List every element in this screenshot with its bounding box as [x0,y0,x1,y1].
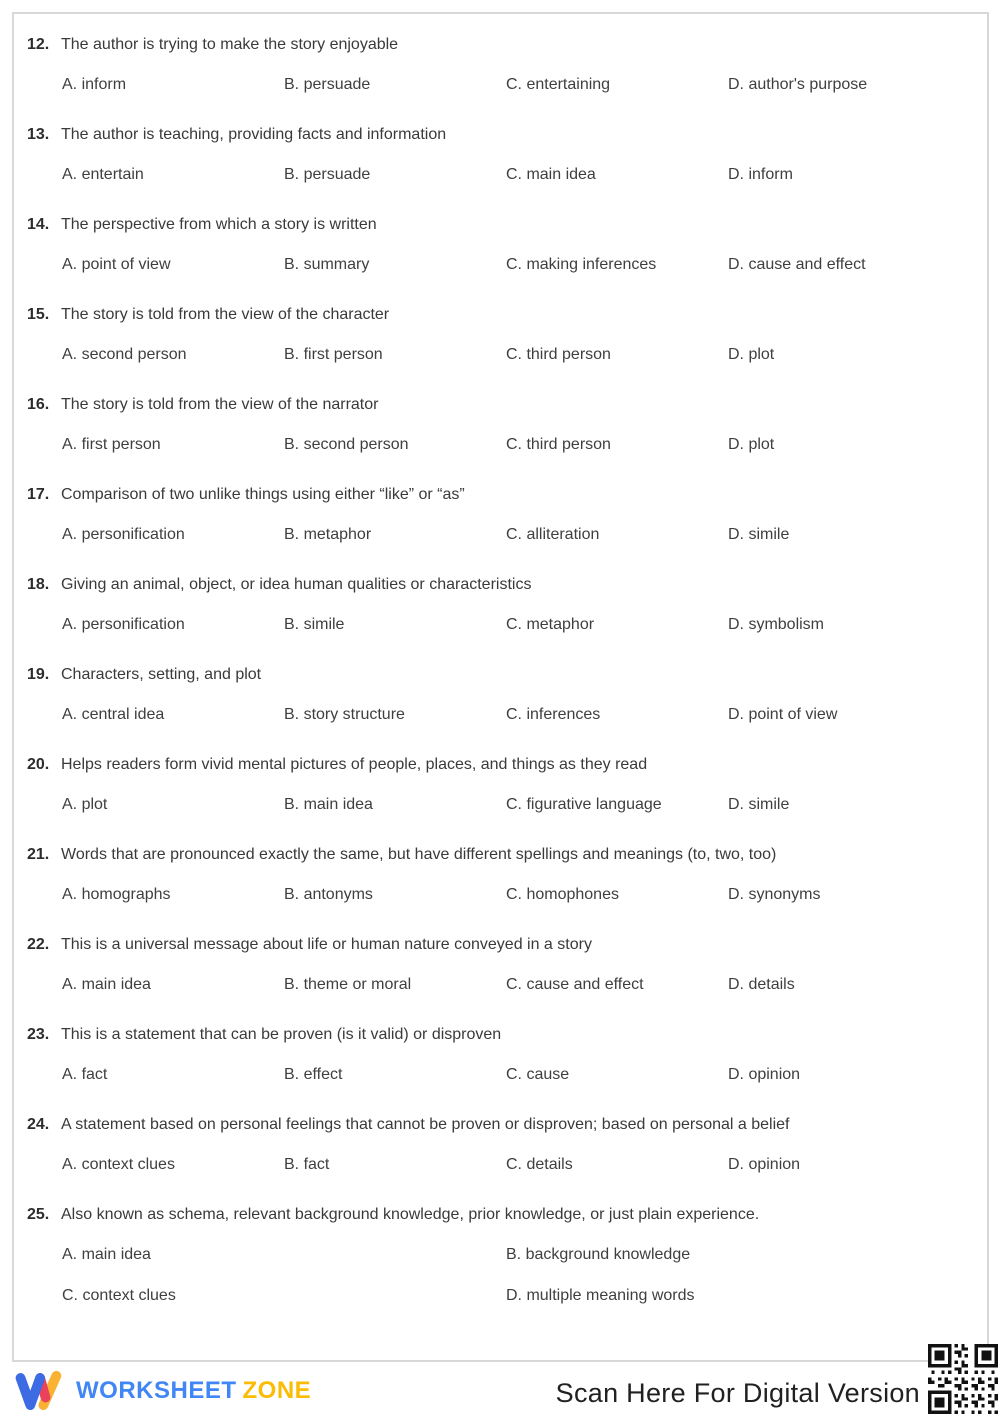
question-block [27,664,971,726]
qr-code [928,1344,998,1414]
answer-option: C. figurative language [506,796,662,813]
question-options [62,884,971,906]
quiz [12,12,989,1335]
answer-option: A. personification [62,526,185,543]
answer-option: B. main idea [284,796,373,813]
answer-option: A. context clues [62,1156,175,1173]
question-block [27,304,971,366]
answer-option: D. plot [728,346,775,363]
question-block [27,124,971,186]
question-text: Characters, setting, and plot [61,666,262,683]
question-block [27,214,971,276]
question-line [27,34,971,56]
question-line [27,394,971,416]
answer-option: B. effect [284,1066,343,1083]
question-options [62,704,971,726]
answer-option: C. third person [506,346,611,363]
question-number: 21. [27,846,50,863]
question-line [27,754,971,776]
question-options [62,794,971,816]
question-line [27,844,971,866]
question-block [27,1114,971,1176]
question-text: Words that are pronounced exactly the same, but have different spellings and meanings (to, two, too) [61,846,777,863]
question-line [27,934,971,956]
answer-option: B. first person [284,346,383,363]
question-text: The story is told from the view of the character [61,306,390,323]
question-options [62,254,971,276]
answer-option: C. details [506,1156,573,1173]
question-options [62,344,971,366]
answer-option: A. personification [62,616,185,633]
question-line [27,214,971,236]
answer-option: D. author's purpose [728,76,868,93]
question-options [62,1064,971,1086]
logo-worksheet: WORKSHEET [76,1377,237,1404]
answer-option: D. multiple meaning words [506,1287,695,1304]
answer-option: D. point of view [728,706,838,723]
answer-option: D. cause and effect [728,256,866,273]
question-options [62,1154,971,1176]
question-line [27,1114,971,1136]
question-number: 22. [27,936,50,953]
worksheetzone-logo [14,1367,311,1415]
question-text: The author is teaching, providing facts and information [61,126,447,143]
answer-option: D. details [728,976,795,993]
answer-option: C. cause and effect [506,976,644,993]
question-number: 25. [27,1206,50,1223]
question-line [27,484,971,506]
question-text: Also known as schema, relevant background knowledge, prior knowledge, or just plain experience. [61,1206,760,1223]
question-block [27,844,971,906]
question-number: 23. [27,1026,50,1043]
question-line [27,664,971,686]
question-line [27,1024,971,1046]
answer-option: B. story structure [284,706,405,723]
question-text: The perspective from which a story is written [61,216,377,233]
answer-option: C. alliteration [506,526,600,543]
question-block [27,394,971,456]
answer-option: B. simile [284,616,345,633]
question-options [62,974,971,996]
answer-option: B. antonyms [284,886,373,903]
question-block [27,34,971,96]
answer-option: D. opinion [728,1156,801,1173]
question-options [62,614,971,636]
answer-option: B. background knowledge [506,1246,691,1263]
question-number: 24. [27,1116,50,1133]
answer-option: A. homographs [62,886,171,903]
answer-option: D. inform [728,166,793,183]
question-block [27,754,971,816]
question-text: Comparison of two unlike things using either “like” or “as” [61,486,465,503]
question-number: 17. [27,486,50,503]
answer-option: A. main idea [62,1246,151,1263]
logo-zone: ZONE [242,1377,312,1404]
question-number: 13. [27,126,50,143]
question-number: 20. [27,756,50,773]
question-line [27,1204,971,1226]
answer-option: B. persuade [284,166,371,183]
answer-option: D. symbolism [728,616,825,633]
answer-option: D. opinion [728,1066,801,1083]
question-options [62,74,971,96]
question-text: The author is trying to make the story enjoyable [61,36,399,53]
answer-option: C. metaphor [506,616,595,633]
question-line [27,574,971,596]
question-line [27,304,971,326]
question-block [27,1204,971,1307]
question-options [62,164,971,186]
question-number: 19. [27,666,50,683]
answer-option: A. second person [62,346,187,363]
answer-option: A. entertain [62,166,144,183]
question-text: A statement based on personal feelings that cannot be proven or disproven; based on personal a belief [61,1116,790,1133]
question-options [62,1244,971,1307]
question-text: This is a statement that can be proven (is it valid) or disproven [61,1026,502,1043]
scan-here-text: Scan Here For Digital Version [555,1378,920,1408]
answer-option: B. summary [284,256,370,273]
question-text: The story is told from the view of the narrator [61,396,379,413]
answer-option: C. context clues [62,1287,176,1304]
answer-option: A. fact [62,1066,108,1083]
answer-option: A. first person [62,436,161,453]
answer-option: B. theme or moral [284,976,412,993]
answer-option: C. inferences [506,706,601,723]
answer-option: A. main idea [62,976,151,993]
answer-option: B. metaphor [284,526,372,543]
answer-option: C. making inferences [506,256,657,273]
answer-option: A. inform [62,76,127,93]
question-line [27,124,971,146]
question-number: 14. [27,216,50,233]
question-number: 18. [27,576,50,593]
answer-option: A. central idea [62,706,165,723]
answer-option: B. second person [284,436,409,453]
question-number: 15. [27,306,50,323]
answer-option: C. cause [506,1066,570,1083]
answer-option: B. persuade [284,76,371,93]
answer-option: A. point of view [62,256,171,273]
question-text: Helps readers form vivid mental pictures of people, places, and things as they read [61,756,648,773]
answer-option: C. third person [506,436,611,453]
question-block [27,484,971,546]
question-text: This is a universal message about life or human nature conveyed in a story [61,936,592,953]
answer-option: D. simile [728,796,790,813]
question-block [27,934,971,996]
question-number: 16. [27,396,50,413]
worksheetzone-logo-text [76,1377,311,1405]
question-options [62,434,971,456]
answer-option: B. fact [284,1156,330,1173]
answer-option: C. main idea [506,166,596,183]
question-block [27,1024,971,1086]
answer-option: D. plot [728,436,775,453]
answer-option: D. synonyms [728,886,821,903]
question-options [62,524,971,546]
question-number: 12. [27,36,50,53]
worksheetzone-logo-icon [14,1367,64,1415]
answer-option: D. simile [728,526,790,543]
answer-option: A. plot [62,796,108,813]
answer-option: C. homophones [506,886,619,903]
question-text: Giving an animal, object, or idea human qualities or characteristics [61,576,532,593]
question-block [27,574,971,636]
answer-option: C. entertaining [506,76,611,93]
